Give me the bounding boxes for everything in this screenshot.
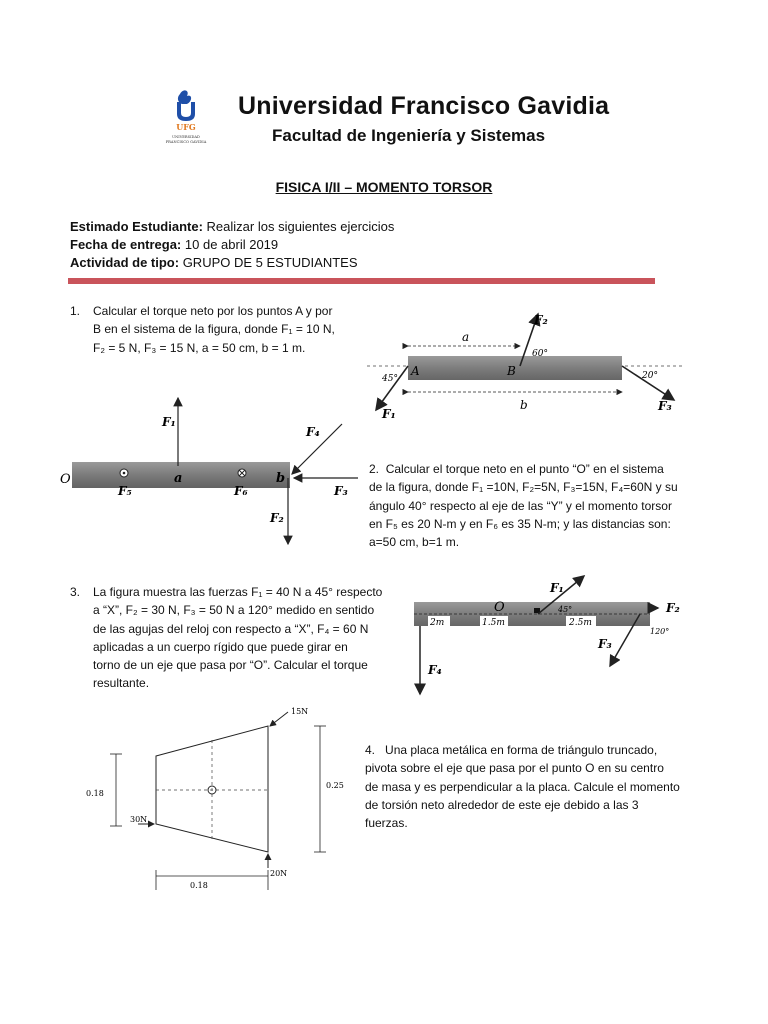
svg-text:F₆: F₆ — [234, 484, 248, 498]
svg-text:F₂: F₂ — [270, 511, 284, 525]
svg-text:O: O — [494, 600, 505, 615]
svg-text:F₂: F₂ — [666, 601, 680, 615]
figure-3 — [408, 572, 698, 705]
svg-text:F₂: F₂ — [534, 313, 548, 327]
exercise-4: 4. Una placa metálica en forma de triángulo truncado, pivota sobre el eje que pasa por el punto O en su centro de masa y es perpendicular a la placa. Calcule el momento de torsión neto alrededor de este eje debido a las 3 fuerzas. — [365, 743, 680, 831]
svg-text:45°: 45° — [382, 374, 398, 384]
divider-bar — [68, 278, 655, 284]
university-logo — [160, 88, 212, 150]
svg-text:F₁: F₁ — [162, 415, 176, 429]
exercise-3: 3. La figura muestra las fuerzas F₁ = 40 N a 45° respecto a “X”, F₂ = 30 N, F₃ = 50 N a 120° medido en sentido de las agujas del reloj con respecto a “X”, F₄ = 60 N aplicadas a un cuerpo rígido que puede girar en torno de un eje que pasa por “O”. Calcular el torque resultante. — [70, 585, 383, 691]
svg-text:F₃: F₃ — [598, 637, 612, 651]
svg-text:F₁: F₁ — [550, 581, 564, 595]
svg-text:120°: 120° — [650, 627, 670, 636]
exercise-2: 2. Calcular el torque neto en el punto “O” en el sistema de la figura, donde F₁ =10N, F₂=5N, F₃=15N, F₄=60N y su ángulo 40° respecto al eje de las “Y” y el momento torsor en F₅ es 20 N-m y en F₆ es 35 N-m; y las distancias son: a=50 cm, b=1 m. — [369, 462, 678, 550]
svg-text:F₁: F₁ — [382, 407, 396, 420]
svg-text:FRANCISCO GAVIDIA: FRANCISCO GAVIDIA — [165, 140, 207, 144]
figure-1 — [362, 308, 692, 425]
svg-text:0.18: 0.18 — [86, 789, 104, 798]
svg-text:1.5m: 1.5m — [482, 618, 505, 628]
svg-text:F₃: F₃ — [334, 484, 348, 498]
exercise-1: 1. Calcular el torque neto por los puntos A y por B en el sistema de la figura, donde F₁ = 10 N, F₂ = 5 N, F₃ = 15 N, a = 50 cm, b = 1 m. — [70, 304, 335, 355]
svg-text:O: O — [60, 472, 71, 487]
svg-text:F₃: F₃ — [658, 399, 672, 413]
svg-text:20°: 20° — [642, 371, 658, 381]
document-title: FISICA I/II – MOMENTO TORSOR — [275, 179, 493, 195]
svg-text:UNIVERSIDAD: UNIVERSIDAD — [172, 135, 200, 139]
figure-4 — [82, 700, 362, 905]
svg-text:B: B — [507, 364, 516, 378]
meta-date: Fecha de entrega: 10 de abril 2019 — [70, 237, 279, 252]
svg-text:b: b — [276, 471, 286, 486]
svg-text:30N: 30N — [130, 815, 148, 824]
svg-text:0.18: 0.18 — [190, 881, 208, 890]
figure-2 — [58, 394, 358, 559]
svg-text:b: b — [520, 398, 528, 412]
meta-activity: Actividad de tipo: GRUPO DE 5 ESTUDIANTES — [70, 255, 358, 270]
svg-text:F₄: F₄ — [306, 425, 320, 439]
svg-text:2.5m: 2.5m — [569, 618, 592, 628]
svg-text:a: a — [174, 471, 183, 486]
svg-text:UFG: UFG — [176, 122, 196, 132]
svg-text:F₄: F₄ — [428, 663, 442, 677]
svg-text:A: A — [411, 364, 420, 378]
svg-text:2m: 2m — [430, 618, 445, 628]
svg-text:20N: 20N — [270, 869, 288, 878]
svg-text:0.25: 0.25 — [326, 781, 344, 790]
svg-text:F₅: F₅ — [118, 484, 132, 498]
faculty-name: Facultad de Ingeniería y Sistemas — [272, 126, 546, 145]
meta-student: Estimado Estudiante: Realizar los siguientes ejercicios — [70, 219, 395, 234]
university-name: Universidad Francisco Gavidia — [238, 92, 610, 120]
svg-text:15N: 15N — [291, 707, 309, 716]
svg-text:45°: 45° — [558, 605, 573, 614]
svg-text:60°: 60° — [532, 349, 548, 359]
svg-text:a: a — [462, 330, 470, 344]
